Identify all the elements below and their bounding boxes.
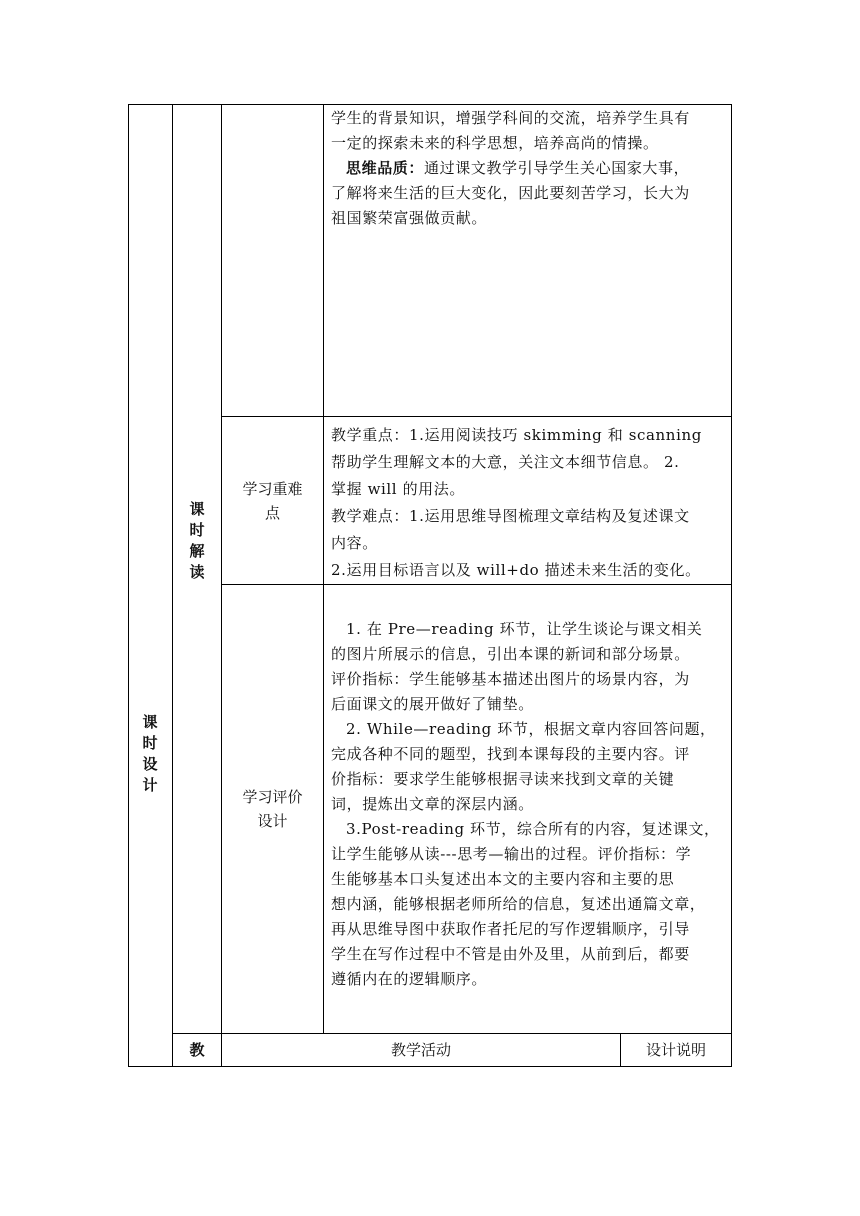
row2-line2: 帮助学生理解文本的大意，关注文本细节信息。 2. xyxy=(331,453,680,471)
thinking-quality-label: 思维品质： xyxy=(346,159,425,177)
row3-line-13: 再从思维导图中获取作者托尼的写作逻辑顺序，引导 xyxy=(331,920,690,938)
row3-label xyxy=(222,785,323,833)
table-divider-outer xyxy=(172,104,173,1066)
row3-line-2: 的图片所展示的信息，引出本课的新词和部分场景。 xyxy=(331,645,690,663)
row4-teaching-activities-header: 教学活动 xyxy=(390,1041,451,1059)
row3-line-8: 词，提炼出文章的深层内涵。 xyxy=(331,795,534,813)
row1-content xyxy=(331,106,729,231)
row-divider-1 xyxy=(221,416,732,417)
row1-line3 xyxy=(331,156,729,181)
row-divider-3 xyxy=(172,1033,732,1034)
row1-line2: 一定的探索未来的科学思想，培养高尚的情操。 xyxy=(331,134,659,152)
row2-line4: 教学难点：1.运用思维导图梳理文章结构及复述课文 xyxy=(331,507,690,525)
row3-line-15: 遵循内在的逻辑顺序。 xyxy=(331,970,488,988)
row3-line-9: 3.Post-reading 环节，综合所有的内容，复述课文， xyxy=(346,820,720,838)
table-divider-label xyxy=(323,104,324,1033)
outer-label-lesson-design: 课 时 设 计 xyxy=(142,713,158,794)
table-border-right xyxy=(731,104,732,1066)
row3-line-12: 想内涵，能够根据老师所给的信息，复述出通篇文章， xyxy=(331,895,706,913)
table-border-bottom xyxy=(128,1066,732,1067)
row1-line4: 了解将来生活的巨大变化，因此要刻苦学习，长大为 xyxy=(331,184,690,202)
row1-line3-rest: 通过课文教学引导学生关心国家大事， xyxy=(424,159,690,177)
row2-line5: 内容。 xyxy=(331,534,378,552)
row1-line5: 祖国繁荣富强做贡献。 xyxy=(331,209,488,227)
row3-line-14: 学生在写作过程中不管是由外及里，从前到后，都要 xyxy=(331,945,690,963)
row3-line-3: 评价指标：学生能够基本描述出图片的场景内容，为 xyxy=(331,670,690,688)
row2-label-line1: 学习重难 xyxy=(242,480,303,498)
row3-line-1: 1. 在 Pre—reading 环节，让学生谈论与课文相关 xyxy=(346,620,703,638)
section-label-lesson-interpretation: 课 时 解 读 xyxy=(189,500,205,581)
row4-design-notes-header: 设计说明 xyxy=(645,1041,706,1059)
row4-col1-label: 教 xyxy=(189,1041,205,1059)
row2-line6: 2.运用目标语言以及 will+do 描述未来生活的变化。 xyxy=(331,561,701,579)
table-divider-section xyxy=(221,104,222,1066)
row2-content xyxy=(331,422,729,584)
row1-line1: 学生的背景知识，增强学科间的交流，培养学生具有 xyxy=(331,109,690,127)
row3-content xyxy=(331,617,729,992)
row3-line-6: 完成各种不同的题型，找到本课每段的主要内容。评 xyxy=(331,745,690,763)
row2-label xyxy=(222,477,323,525)
row3-line-10: 让学生能够从读---思考—输出的过程。评价指标：学 xyxy=(331,845,692,863)
row2-label-line2: 点 xyxy=(264,504,280,522)
row2-line3: 掌握 will 的用法。 xyxy=(331,480,465,498)
row3-line-4: 后面课文的展开做好了铺垫。 xyxy=(331,695,534,713)
table-border-top xyxy=(128,104,732,105)
row-divider-2 xyxy=(221,584,732,585)
table-border-left xyxy=(128,104,129,1066)
row3-line-11: 生能够基本口头复述出本文的主要内容和主要的思 xyxy=(331,870,675,888)
row3-label-line1: 学习评价 xyxy=(242,788,303,806)
row3-line-5: 2. While—reading 环节，根据文章内容回答问题， xyxy=(346,720,716,738)
row3-line-7: 价指标：要求学生能够根据寻读来找到文章的关键 xyxy=(331,770,675,788)
row3-label-line2: 设计 xyxy=(257,812,288,830)
row2-line1: 教学重点：1.运用阅读技巧 skimming 和 scanning xyxy=(331,426,702,444)
